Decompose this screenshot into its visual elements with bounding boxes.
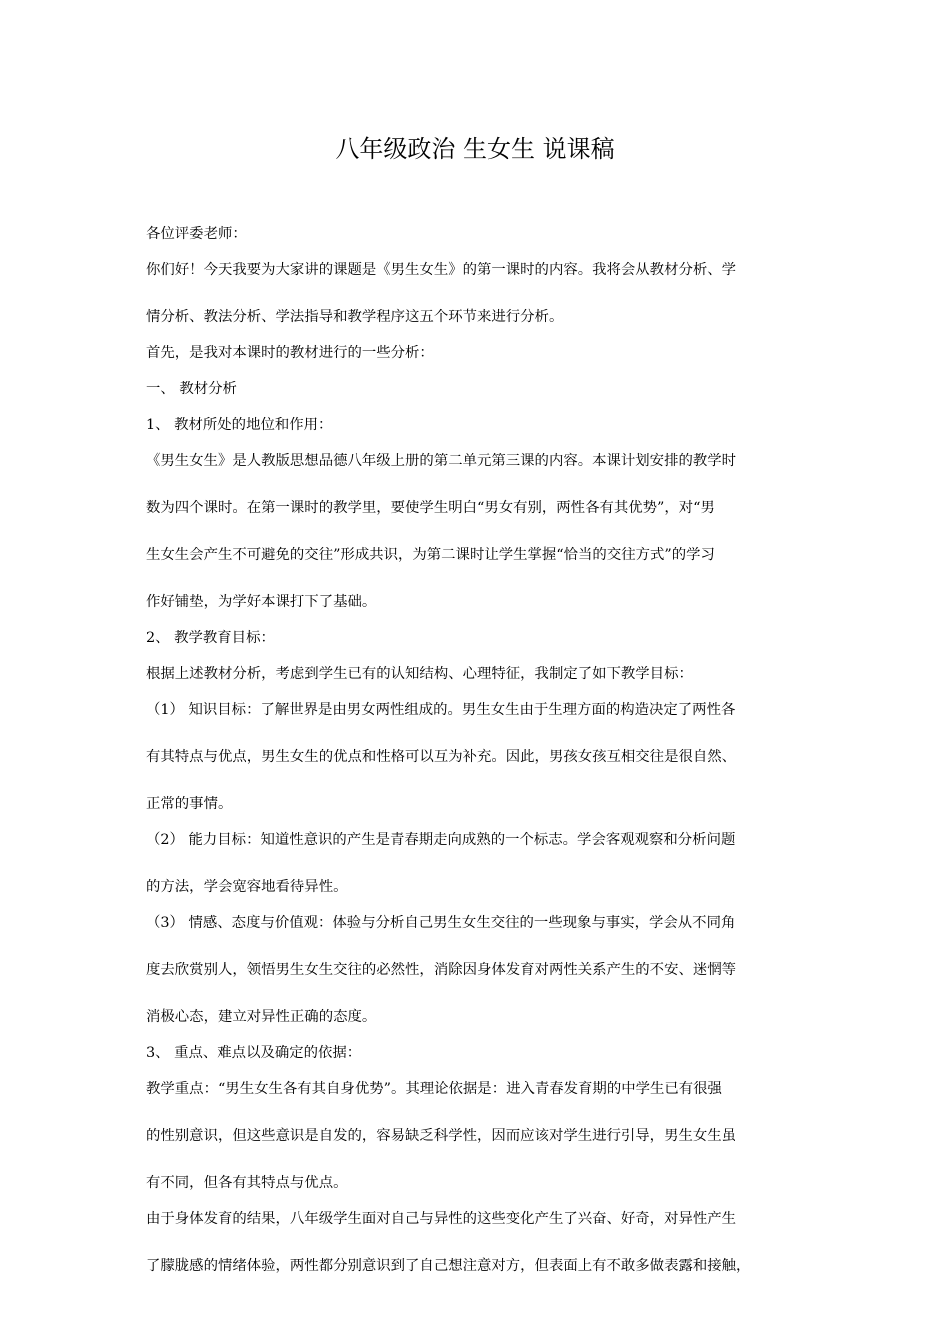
paragraph-line: 数为四个课时。在第一课时的教学里，要使学生明白“男女有别，两性各有其优势”，对“男: [146, 500, 715, 516]
paragraph-line: 你们好！今天我要为大家讲的课题是《男生女生》的第一课时的内容。我将会从教材分析、学: [146, 262, 737, 278]
subsection-heading: 2、 教学教育目标：: [146, 630, 275, 646]
paragraph-line: （2） 能力目标：知道性意识的产生是青春期走向成熟的一个标志。学会客观观察和分析问题: [146, 832, 736, 848]
paragraph-line: 消极心态，建立对异性正确的态度。: [146, 1009, 377, 1025]
paragraph-line: 度去欣赏别人，领悟男生女生交往的必然性，消除因身体发育对两性关系产生的不安、迷惘等: [146, 962, 737, 978]
document-title: 八年级政治 生女生 说课稿: [335, 135, 615, 163]
paragraph-line: 由于身体发育的结果，八年级学生面对自己与异性的这些变化产生了兴奋、好奇，对异性产生: [146, 1211, 737, 1227]
paragraph-line: 有不同，但各有其特点与优点。: [146, 1175, 348, 1191]
section-heading: 一、 教材分析: [146, 381, 237, 397]
paragraph-line: （1） 知识目标：了解世界是由男女两性组成的。男生女生由于生理方面的构造决定了两性各: [146, 702, 736, 718]
paragraph-line: 的方法，学会宽容地看待异性。: [146, 879, 348, 895]
document-body: [146, 224, 814, 1276]
paragraph-line: （3） 情感、态度与价值观：体验与分析自己男生女生交往的一些现象与事实，学会从不同角: [146, 915, 736, 931]
paragraph-line: 教学重点：“男生女生各有其自身优势”。其理论依据是：进入青春发育期的中学生已有很强: [146, 1081, 722, 1097]
salutation-line: 各位评委老师：: [146, 226, 247, 242]
paragraph-line: 情分析、教法分析、学法指导和教学程序这五个环节来进行分析。: [146, 309, 564, 325]
paragraph-line: 的性别意识，但这些意识是自发的，容易缺乏科学性，因而应该对学生进行引导，男生女生虽: [146, 1128, 737, 1144]
paragraph-line: 正常的事情。: [146, 796, 233, 812]
paragraph-line: 首先，是我对本课时的教材进行的一些分析：: [146, 345, 434, 361]
paragraph-line: 《男生女生》是人教版思想品德八年级上册的第二单元第三课的内容。本课计划安排的教学时: [146, 453, 737, 469]
paragraph-line: 作好铺垫，为学好本课打下了基础。: [146, 594, 377, 610]
paragraph-line: 了朦胧感的情绪体验，两性都分别意识到了自己想注意对方，但表面上有不敢多做表露和接触，: [146, 1258, 751, 1274]
subsection-heading: 1、 教材所处的地位和作用：: [146, 417, 333, 433]
subsection-heading: 3、 重点、难点以及确定的依据：: [146, 1045, 362, 1061]
paragraph-line: 生女生会产生不可避免的交往”形成共识，为第二课时让学生掌握“恰当的交往方式”的学习: [146, 547, 715, 563]
paragraph-line: 根据上述教材分析，考虑到学生已有的认知结构、心理特征，我制定了如下教学目标：: [146, 666, 693, 682]
paragraph-line: 有其特点与优点，男生女生的优点和性格可以互为补充。因此，男孩女孩互相交往是很自然、: [146, 749, 737, 765]
